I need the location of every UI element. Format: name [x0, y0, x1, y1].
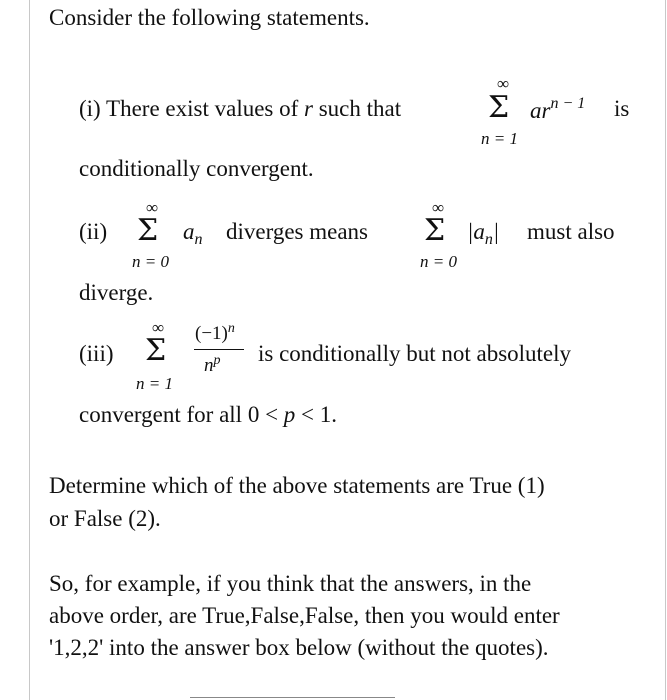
sum-1-lower-limit: n = 1: [481, 129, 518, 148]
statement-2-text-cont: diverge.: [79, 280, 154, 305]
sum-2b-sigma: Σ: [424, 213, 446, 248]
sum-2a-lower-limit: n = 0: [132, 252, 169, 271]
term-2a: $a_n$: [183, 219, 203, 248]
statement-3-label: (iii): [79, 341, 114, 366]
instruction-line-2: or False (2).: [49, 506, 161, 531]
example-line-1: So, for example, if you think that the answers, in the: [49, 571, 532, 596]
sum-2b-lower-limit: n = 0: [420, 252, 457, 271]
sum-2a-upper-limit: ∞: [146, 198, 159, 217]
answer-box[interactable]: [190, 697, 395, 698]
instruction-line-1: Determine which of the above statements are True (1): [49, 473, 545, 498]
example-line-2: above order, are True,False,False, then you would enter: [49, 603, 560, 628]
sum-1-sigma: Σ: [488, 90, 510, 125]
sum-3-sigma: Σ: [145, 333, 167, 368]
fraction-bar: [194, 349, 244, 350]
statement-3-text: is conditionally but not absolutely: [258, 341, 572, 366]
sum-3-upper-limit: ∞: [152, 318, 165, 337]
fraction-denominator: $n^p$: [204, 353, 221, 376]
statement-1-is: is: [614, 96, 630, 121]
statement-1-text: (i) There exist values of r such that: [79, 96, 402, 121]
term-2b: $|a_n|$: [467, 219, 500, 248]
example-line-3: '1,2,2' into the answer box below (without the quotes).: [49, 635, 549, 660]
statement-2-text-b: must also: [527, 219, 615, 244]
fraction-numerator: $(-1)^n$: [195, 321, 235, 344]
term-1: $ar^{n - 1}$: [530, 95, 586, 123]
sum-2b-upper-limit: ∞: [432, 198, 445, 217]
intro-text: Consider the following statements.: [49, 5, 370, 30]
sum-2a-sigma: Σ: [137, 213, 159, 248]
statement-2-text: diverges means: [226, 219, 369, 244]
sum-3-lower-limit: n = 1: [136, 374, 173, 393]
sum-1-upper-limit: ∞: [497, 74, 510, 93]
statement-1-text-cont: conditionally convergent.: [79, 156, 314, 181]
statement-2-label: (ii): [79, 219, 108, 244]
statement-3-text-cont: convergent for all 0 < p < 1.: [79, 402, 338, 427]
